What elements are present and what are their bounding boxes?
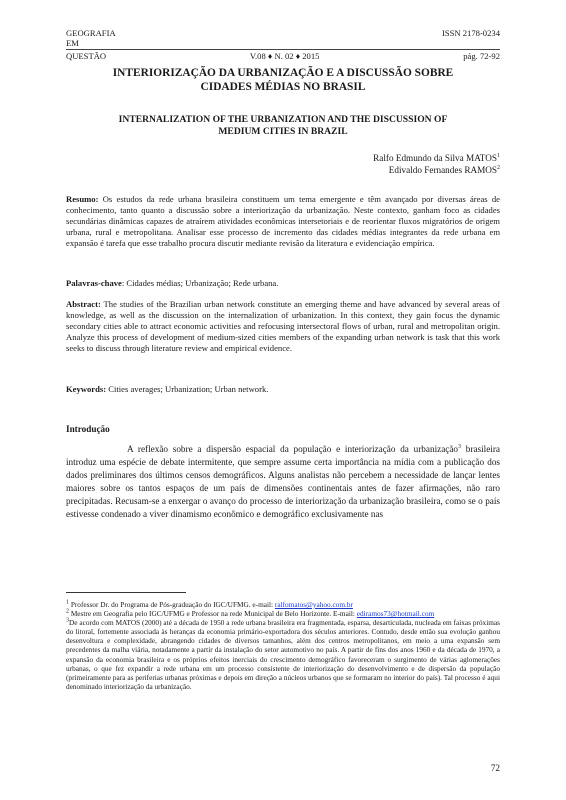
author-2 [373, 165, 500, 177]
running-header-middle [66, 38, 500, 48]
footnote-1-email-link[interactable]: ralfomatos@yahoo.com.br [274, 600, 353, 609]
title-pt-line1: INTERIORIZAÇÃO DA URBANIZAÇÃO E A DISCUSSÃO SOBRE [112, 67, 454, 79]
footnote-ref-3[interactable]: 3 [458, 443, 462, 450]
running-header-bottom [66, 49, 500, 61]
footnote-1-number: 1 [66, 599, 69, 606]
introducao-paragraph [66, 443, 500, 522]
footnote-3 [66, 618, 500, 691]
palavras-chave-paragraph [66, 278, 500, 289]
footnote-2-text: Mestre em Geografia pelo IGC/UFMG e Professor na rede Municipal de Belo Horizonte. E-mail: [69, 609, 357, 619]
keywords-label: Keywords: [66, 384, 107, 394]
title-en-line2: MEDIUM CITIES IN BRAZIL [218, 125, 348, 137]
keywords-text: Cities averages; Urbanization; Urban network. [106, 384, 269, 394]
page-range: pág. 72-92 [463, 51, 500, 61]
introducao-text-start: A reflexão sobre a dispersão espacial da população e interiorização da urbanização [127, 444, 459, 454]
footnote-3-number: 3 [66, 617, 69, 624]
footnote-2 [66, 609, 500, 618]
footnote-separator [66, 592, 186, 593]
journal-name-line1: GEOGRAFIA [66, 28, 116, 38]
journal-name-line3: QUESTÃO [66, 51, 107, 61]
paper-title-en [66, 114, 500, 137]
resumo-label: Resumo: [66, 194, 99, 204]
abstract-paragraph [66, 299, 500, 354]
author-2-name: Edivaldo Fernandes RAMOS [388, 164, 497, 175]
abstract-text: The studies of the Brazilian urban network constitute an emerging theme and have advanced by several areas of knowledge, as well as the discussion on the internalization of urbanization. In this context, they gain focus the dynamic secondary cities able to attract economic activities and refocusing intersectoral flows of urban, rural and metropolitan origin. Analyze this process of development of medium-sized cities members of the expanding urban network is task that this work seeks to discuss through literature review and empirical evidence. [66, 299, 500, 353]
paper-title-pt [66, 67, 500, 94]
section-heading-introducao: Introdução [66, 424, 110, 434]
resumo-paragraph [66, 194, 500, 249]
title-en-line1: INTERNALIZATION OF THE URBANIZATION AND THE DISCUSSION OF [118, 114, 448, 125]
introducao-text-rest: brasileira introduz uma espécie de debate intermitente, que sempre assume certa importância na mídia com a publicação dos dados preliminares dos últimos censos demográficos. Alguns analistas não percebem a necessidade de lançar lentes maiores sobre os tantos espaços de um país de dimensões continentais antes de fazer afirmações, não raro precipitadas. Recusam-se a enxergar o avanço do processo de interiorização da urbanização brasileira, como se o país estivesse condenado a viver dinamismo econômico e demográfico exclusivamente nas [66, 444, 500, 520]
resumo-text: Os estudos da rede urbana brasileira constituem um tema emergente e têm avançado por diversas áreas de conhecimento, tanto quanto a discussão sobre a interiorização da urbanização. Neste contexto, ganham foco as cidades secundárias dinâmicas capazes de atraírem atividades econômicas intersetoriais e de reorientar fluxos migratórios de origem urbana, rural e metropolitana. Analisar esse processo de incremento das cidades médias integrantes da rede urbana em expansão é tarefa que esse trabalho procura discutir mediante revisão da literatura e evidenciação empírica. [66, 194, 500, 248]
footnotes [66, 600, 500, 691]
author-2-note: 2 [497, 164, 500, 171]
palavras-chave-label: Palavras-chave [66, 278, 122, 288]
page-number: 72 [490, 763, 500, 773]
author-1-note: 1 [497, 152, 500, 159]
footnote-1-text: Professor Dr. do Programa de Pós-graduação do IGC/UFMG. e-mail: [69, 600, 275, 609]
issn: ISSN 2178-0234 [441, 28, 500, 38]
author-list [373, 153, 500, 177]
volume-issue: V.08 ♦ N. 02 ♦ 2015 [249, 51, 320, 61]
author-1-name: Ralfo Edmundo da Silva MATOS [373, 153, 497, 163]
running-header-top [66, 28, 500, 38]
keywords-paragraph [66, 384, 500, 395]
footnote-1 [66, 600, 500, 609]
footnote-2-number: 2 [66, 608, 69, 615]
abstract-label: Abstract: [66, 299, 101, 309]
journal-name-line2: EM [66, 38, 79, 48]
palavras-chave-text: : Cidades médias; Urbanização; Rede urbana. [121, 278, 279, 288]
author-1 [373, 153, 500, 165]
title-pt-line2: CIDADES MÉDIAS NO BRASIL [200, 80, 366, 93]
footnote-2-email-link[interactable]: ediramos73@hotmail.com [356, 609, 435, 619]
footnote-3-text: De acordo com MATOS (2000) até a década de 1950 a rede urbana brasileira era fragmentada, esparsa, desarticulada, nucleada em faixas próximas do litoral, fortemente associada às heranças da economia primário-exportadora dos séculos anteriores. Contudo, desde então sua evolução ganhou desenvoltura e complexidade, abrangendo cidades de diversos tamanhos, além dos centros metropolitanos, em meio a uma expansão sem precedentes da malha viária, notadamente a partir da instalação do setor automotivo no país. A partir de fins dos anos 1960 e da década de 1970, a expansão da economia brasileira e os próprios efeitos inerciais do crescimento demográfico favoreceram o surgimento de várias aglomerações urbanas, o que fez expandir a rede urbana em um processo consistente de interiorização do desenvolvimento e de dispersão da população (primeiramente para as periferias urbanas próximas e depois em direção a núcleos urbanos que se formaram no interior do país). Tal processo é aqui denominado interiorização da urbanização. [66, 618, 500, 691]
